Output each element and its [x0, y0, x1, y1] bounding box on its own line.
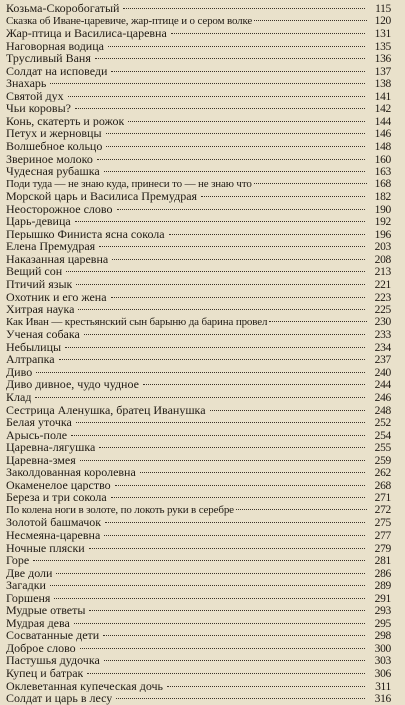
toc-entry-title: Хитрая наука [6, 303, 75, 316]
toc-entry-title: Купец и батрак [6, 666, 84, 680]
toc-entry-title: Мудрые ответы [6, 604, 86, 617]
toc-entry [6, 102, 391, 115]
toc-entry [6, 265, 391, 278]
toc-entry [6, 240, 391, 253]
dot-leader [103, 635, 365, 636]
toc-entry [6, 2, 391, 15]
dot-leader [143, 384, 365, 385]
dot-leader [99, 447, 365, 448]
toc-entry [6, 391, 391, 404]
toc-entry-page-number: 234 [374, 341, 391, 354]
dot-leader [117, 209, 366, 210]
toc-entry-page-number: 120 [374, 14, 391, 27]
toc-entry-title: По колена ноги в золоте, по локоть руки в серебре [6, 503, 234, 516]
toc-entry-title: Как Иван — крестьянский сын барыню да барина провел [6, 315, 268, 328]
toc-entry-title: Диво [6, 365, 33, 379]
toc-entry-page-number: 286 [374, 567, 391, 580]
toc-entry [6, 165, 391, 178]
toc-entry-title: Конь, скатерть и рожок [6, 114, 125, 128]
toc-entry-title: Святой дух [6, 89, 64, 103]
toc-entry-title: Чудесная рубашка [6, 165, 100, 178]
toc-entry [6, 366, 391, 379]
dot-leader [111, 497, 365, 498]
dot-leader [210, 410, 365, 411]
toc-entry-page-number: 136 [374, 53, 391, 65]
toc-entry-title: Знахарь [6, 77, 47, 90]
toc-entry-title: Звериное молоко [6, 152, 93, 166]
toc-entry-page-number: 163 [374, 166, 391, 178]
toc-entry-title: Птичий язык [6, 278, 73, 291]
toc-entry-title: Арысь-поле [6, 428, 68, 442]
toc-entry-title: Ночные пляски [6, 541, 85, 555]
toc-entry-title: Сказка об Иване-царевиче, жар-птице и о сером волке [6, 14, 253, 27]
toc-entry-title: Елена Премудрая [6, 240, 96, 253]
toc-entry [6, 353, 391, 366]
toc-entry-page-number: 142 [374, 103, 391, 115]
toc-entry [6, 579, 391, 592]
dot-leader [76, 284, 365, 285]
toc-entry [6, 215, 391, 228]
toc-entry-title: Загадки [6, 579, 46, 592]
dot-leader [171, 33, 365, 34]
toc-entry-page-number: 295 [374, 617, 391, 630]
toc-entry-title: Петух и жерновцы [6, 127, 102, 141]
toc-entry-title: Пастушья дудочка [6, 654, 100, 667]
toc-entry-page-number: 203 [374, 241, 391, 253]
dot-leader [254, 183, 367, 184]
dot-leader [104, 660, 365, 661]
toc-entry [6, 378, 391, 391]
toc-entry-title: Горе [6, 554, 30, 567]
toc-entry [6, 253, 391, 266]
dot-leader [269, 321, 367, 322]
toc-entry [6, 567, 391, 580]
toc-entry [6, 90, 391, 103]
toc-entry-title: Небылицы [6, 340, 62, 354]
dot-leader [84, 334, 365, 335]
toc-entry-page-number: 293 [374, 605, 391, 617]
toc-entry [6, 40, 391, 53]
toc-entry-page-number: 138 [374, 78, 391, 90]
toc-entry-page-number: 144 [374, 115, 391, 128]
toc-entry [6, 416, 391, 429]
dot-leader [106, 133, 365, 134]
toc-entry-title: Поди туда — не знаю куда, принеси то — не знаю что [6, 177, 252, 190]
toc-entry [6, 153, 391, 166]
toc-entry-page-number: 255 [374, 442, 391, 454]
toc-entry-title: Клад [6, 390, 32, 404]
dot-leader [56, 573, 365, 574]
toc-entry-title: Несмеяна-царевна [6, 528, 101, 542]
dot-leader [54, 598, 365, 599]
dot-leader [140, 472, 365, 473]
toc-entry-page-number: 289 [374, 580, 391, 592]
dot-leader [78, 309, 365, 310]
toc-entry-page-number: 279 [374, 542, 391, 555]
toc-entry-title: Перышко Финиста ясна сокола [6, 227, 165, 241]
toc-entry-page-number: 262 [374, 467, 391, 479]
toc-entry [6, 429, 391, 442]
toc-entry-title: Сосватанные дети [6, 629, 100, 642]
toc-entry-title: Мудрая дева [6, 616, 70, 630]
toc-entry [6, 617, 391, 630]
toc-entry-title: Горшеня [6, 591, 51, 605]
dot-leader [104, 171, 365, 172]
toc-entry-page-number: 196 [374, 228, 391, 241]
toc-entry [6, 140, 391, 153]
dot-leader [254, 20, 367, 21]
toc-entry-page-number: 246 [374, 391, 391, 404]
toc-entry-page-number: 272 [374, 503, 391, 516]
dot-leader [105, 522, 365, 523]
toc-entry [6, 303, 391, 316]
toc-entry [6, 592, 391, 605]
dot-leader [201, 196, 365, 197]
toc-entry [6, 190, 391, 203]
toc-entry-page-number: 230 [374, 315, 391, 328]
toc-entry [6, 479, 391, 492]
toc-entry-page-number: 311 [375, 680, 391, 693]
toc-entry-page-number: 281 [374, 555, 391, 567]
toc-entry [6, 404, 391, 417]
dot-leader [33, 560, 365, 561]
toc-entry-page-number: 223 [374, 291, 391, 304]
toc-entry-title: Морской царь и Василиса Премудрая [6, 190, 198, 203]
toc-entry-title: Охотник и его жена [6, 290, 107, 304]
toc-entry-title: Трусливый Ваня [6, 52, 91, 65]
toc-entry-title: Береза и три сокола [6, 491, 107, 504]
dot-leader [111, 297, 365, 298]
dot-leader [75, 108, 365, 109]
toc-entry-title: Алтрапка [6, 353, 55, 366]
toc-entry-page-number: 190 [374, 203, 391, 216]
toc-entry [6, 516, 391, 529]
dot-leader [116, 698, 365, 699]
dot-leader [74, 623, 365, 624]
toc-entry-page-number: 252 [374, 417, 391, 429]
dot-leader [87, 673, 365, 674]
toc-entry-page-number: 268 [374, 479, 391, 492]
toc-entry-title: Золотой башмачок [6, 516, 102, 529]
toc-entry-title: Волшебное кольцо [6, 140, 103, 153]
toc-entry [6, 65, 391, 78]
table-of-contents [6, 2, 391, 705]
toc-entry [6, 15, 391, 28]
toc-entry-title: Жар-птица и Василиса-царевна [6, 27, 167, 40]
toc-entry [6, 454, 391, 467]
dot-leader [76, 422, 365, 423]
toc-entry-title: Чьи коровы? [6, 102, 71, 115]
dot-leader [89, 548, 365, 549]
toc-entry-page-number: 291 [374, 592, 391, 605]
dot-leader [50, 585, 365, 586]
toc-entry-page-number: 192 [374, 216, 391, 228]
dot-leader [89, 610, 365, 611]
toc-entry [6, 203, 391, 216]
dot-leader [35, 397, 365, 398]
toc-entry [6, 52, 391, 65]
dot-leader [59, 359, 365, 360]
toc-entry-page-number: 146 [374, 128, 391, 141]
toc-entry-page-number: 115 [375, 3, 391, 15]
toc-entry-page-number: 233 [374, 329, 391, 341]
dot-leader [128, 121, 365, 122]
dot-leader [65, 347, 365, 348]
toc-entry-page-number: 271 [374, 492, 391, 504]
dot-leader [80, 648, 365, 649]
dot-leader [112, 259, 365, 260]
toc-entry [6, 441, 391, 454]
dot-leader [169, 234, 365, 235]
dot-leader [115, 485, 365, 486]
toc-entry [6, 491, 391, 504]
toc-entry [6, 228, 391, 241]
toc-entry-page-number: 131 [374, 28, 391, 40]
dot-leader [68, 96, 365, 97]
toc-entry-title: Диво дивное, чудо чудное [6, 378, 139, 391]
toc-entry-title: Наказанная царевна [6, 252, 109, 266]
toc-entry [6, 27, 391, 40]
toc-entry-title: Царевна-змея [6, 453, 76, 467]
toc-entry-page-number: 275 [374, 517, 391, 529]
toc-entry-page-number: 237 [374, 354, 391, 366]
toc-entry [6, 554, 391, 567]
toc-entry-page-number: 240 [374, 366, 391, 379]
toc-entry [6, 466, 391, 479]
dot-leader [236, 509, 367, 510]
toc-entry-page-number: 277 [374, 529, 391, 542]
toc-entry-page-number: 137 [374, 65, 391, 78]
toc-entry [6, 278, 391, 291]
toc-entry-page-number: 306 [374, 667, 391, 680]
dot-leader [36, 372, 365, 373]
toc-entry-title: Неосторожное слово [6, 202, 113, 216]
toc-entry [6, 542, 391, 555]
toc-entry-page-number: 160 [374, 153, 391, 166]
toc-entry-page-number: 168 [374, 177, 391, 190]
toc-entry [6, 504, 391, 517]
toc-entry-page-number: 316 [374, 693, 391, 705]
toc-entry-title: Солдат на исповеди [6, 64, 108, 78]
toc-entry [6, 529, 391, 542]
toc-entry [6, 77, 391, 90]
toc-entry-page-number: 300 [374, 642, 391, 655]
toc-entry [6, 127, 391, 140]
toc-entry-title: Солдат и царь в лесу [6, 692, 113, 705]
dot-leader [95, 58, 365, 59]
toc-entry [6, 316, 391, 329]
toc-entry [6, 328, 391, 341]
toc-entry-title: Доброе слово [6, 641, 76, 655]
dot-leader [50, 83, 365, 84]
toc-entry-title: Сестрица Аленушка, братец Иванушка [6, 403, 206, 417]
toc-entry [6, 341, 391, 354]
toc-entry [6, 115, 391, 128]
toc-entry-title: Оклеветанная купеческая дочь [6, 679, 164, 693]
toc-entry-page-number: 208 [374, 253, 391, 266]
dot-leader [80, 460, 365, 461]
toc-entry [6, 629, 391, 642]
dot-leader [71, 435, 365, 436]
toc-entry-page-number: 221 [374, 279, 391, 291]
toc-entry-title: Вещий сон [6, 265, 63, 279]
dot-leader [75, 221, 365, 222]
toc-entry-page-number: 135 [374, 40, 391, 53]
toc-entry [6, 680, 391, 693]
dot-leader [97, 159, 365, 160]
toc-entry [6, 667, 391, 680]
toc-entry-title: Белая уточка [6, 416, 72, 429]
toc-entry-page-number: 298 [374, 630, 391, 642]
toc-entry [6, 642, 391, 655]
toc-entry-page-number: 213 [374, 266, 391, 279]
dot-leader [123, 8, 365, 9]
toc-entry [6, 178, 391, 191]
toc-entry-page-number: 141 [374, 90, 391, 103]
dot-leader [99, 246, 365, 247]
toc-entry [6, 604, 391, 617]
toc-entry-title: Наговорная водица [6, 39, 104, 53]
toc-entry [6, 654, 391, 667]
toc-entry-title: Козьма-Скоробогатый [6, 2, 120, 15]
dot-leader [106, 146, 365, 147]
toc-entry-page-number: 225 [374, 304, 391, 316]
toc-entry [6, 692, 391, 705]
dot-leader [104, 535, 365, 536]
toc-entry-page-number: 244 [374, 379, 391, 391]
toc-entry-page-number: 259 [374, 454, 391, 467]
toc-entry-title: Царь-девица [6, 215, 71, 228]
toc-entry-title: Окаменелое царство [6, 478, 111, 492]
toc-entry-page-number: 254 [374, 429, 391, 442]
dot-leader [167, 686, 365, 687]
toc-entry [6, 291, 391, 304]
toc-entry-title: Царевна-лягушка [6, 441, 96, 454]
toc-entry-title: Две доли [6, 566, 53, 580]
toc-entry-title: Ученая собака [6, 328, 80, 341]
dot-leader [108, 46, 365, 47]
toc-entry-page-number: 248 [374, 404, 391, 417]
toc-entry-page-number: 182 [374, 191, 391, 203]
dot-leader [66, 271, 365, 272]
toc-entry-title: Заколдованная королевна [6, 466, 136, 479]
dot-leader [111, 71, 365, 72]
toc-entry-page-number: 303 [374, 655, 391, 667]
toc-entry-page-number: 148 [374, 141, 391, 153]
